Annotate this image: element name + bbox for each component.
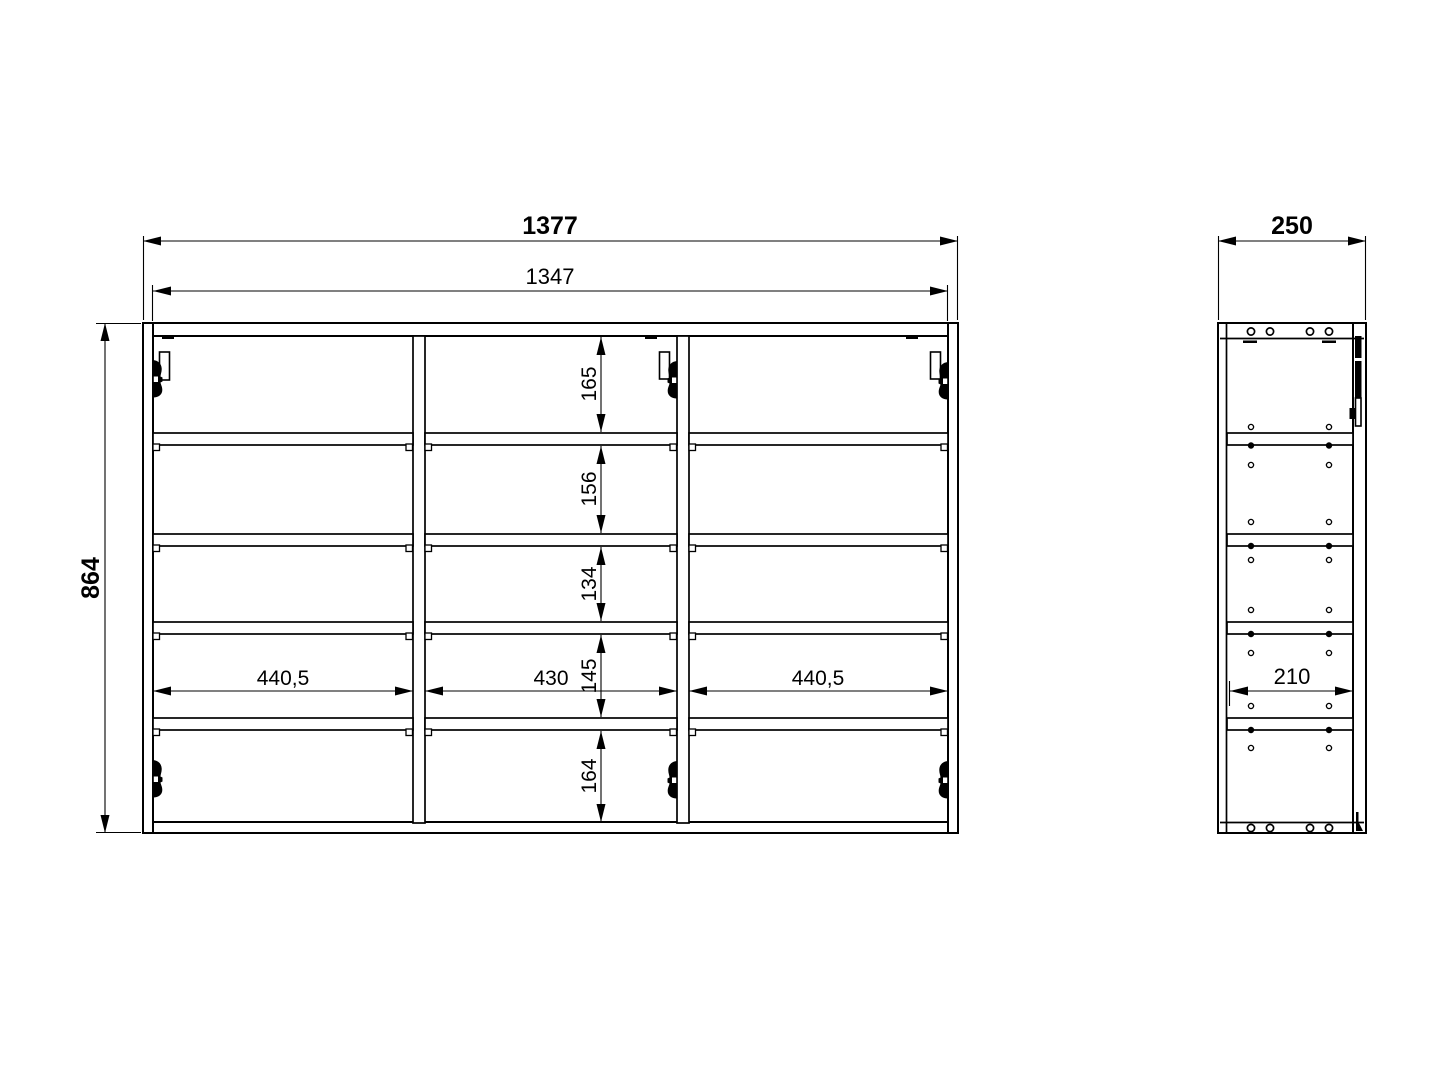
hole-icon	[1248, 745, 1253, 750]
shelf-pin	[670, 444, 677, 451]
front-divider-right	[677, 336, 689, 823]
hinge-arm-icon	[939, 761, 949, 799]
dim-inner-width	[153, 264, 949, 321]
hole-icon	[1326, 424, 1331, 429]
shelf-pin	[406, 729, 413, 736]
shelf-segment	[153, 622, 413, 634]
shelf-segment	[689, 718, 948, 730]
hole-icon	[1248, 462, 1253, 467]
shelf-segment	[689, 622, 948, 634]
hole-icon	[1248, 519, 1253, 524]
dim-text-overall-depth: 250	[1271, 212, 1313, 240]
dim-text-compartment-width: 430	[533, 667, 569, 690]
screw-hole-icon	[1325, 824, 1332, 831]
shelf-pin	[425, 729, 432, 736]
bolt-icon	[1326, 543, 1332, 549]
shelf-segment	[153, 534, 413, 546]
hinge-arm-icon	[668, 761, 678, 799]
dim-overall-depth	[1218, 212, 1366, 320]
screw-hole-icon	[1306, 328, 1313, 335]
screw-hole-icon	[1325, 328, 1332, 335]
shelf-segment	[425, 718, 677, 730]
front-left-side-panel	[143, 323, 153, 833]
hole-icon	[1326, 745, 1331, 750]
dim-text-row-height: 156	[578, 471, 601, 507]
hole-icon	[1248, 650, 1253, 655]
shelf-pin	[153, 444, 160, 451]
shelf-pin	[670, 545, 677, 552]
dim-text-inner-width: 1347	[525, 264, 575, 289]
shelf-pin	[670, 633, 677, 640]
shelf-pin	[670, 729, 677, 736]
shelf-segment	[425, 534, 677, 546]
shelf-segment	[153, 433, 413, 445]
front-hinges	[153, 352, 948, 799]
hole-icon	[1326, 519, 1331, 524]
dim-text-row-height: 145	[578, 658, 601, 694]
dim-text-compartment-width: 440,5	[791, 667, 845, 690]
hinge-arm-icon	[153, 360, 163, 398]
hole-icon	[1326, 650, 1331, 655]
hinge-arm-icon	[668, 361, 678, 399]
hinge-arm-icon	[153, 760, 163, 798]
shelf-pin	[153, 545, 160, 552]
shelf-pin	[689, 729, 696, 736]
bolt-icon	[1326, 631, 1332, 637]
hole-icon	[1248, 557, 1253, 562]
shelf-pin	[689, 545, 696, 552]
front-bottom-panel	[143, 822, 958, 833]
top-edge-dash	[1322, 341, 1336, 344]
top-edge-dash	[1243, 341, 1257, 344]
bolt-icon	[1248, 631, 1254, 637]
shelf-pin	[425, 444, 432, 451]
shelf-pin	[406, 545, 413, 552]
side-outline	[1218, 323, 1366, 833]
side-shelf-band	[1227, 433, 1353, 445]
dim-text-overall-width: 1377	[522, 212, 578, 240]
shelf-pin	[689, 633, 696, 640]
screw-hole-icon	[1266, 824, 1273, 831]
hinge-plate-icon	[931, 352, 941, 379]
hole-icon	[1248, 424, 1253, 429]
hole-icon	[1326, 703, 1331, 708]
side-shelf-band	[1227, 534, 1353, 546]
shelf-pin	[689, 444, 696, 451]
side-shelf-band	[1227, 622, 1353, 634]
hinge-arm-icon	[939, 362, 949, 400]
shelf-pin	[941, 444, 948, 451]
screw-hole-icon	[1266, 328, 1273, 335]
front-right-side-panel	[948, 323, 958, 833]
hole-icon	[1326, 462, 1331, 467]
hinge-strip-icon	[1355, 336, 1362, 398]
shelf-pin	[153, 729, 160, 736]
hole-icon	[1326, 557, 1331, 562]
shelf-pin	[941, 729, 948, 736]
top-edge-dash	[906, 337, 918, 340]
side-view	[1218, 212, 1366, 833]
front-divider-left	[413, 336, 425, 823]
hinge-strip-lower	[1356, 398, 1362, 426]
shelf-segment	[153, 718, 413, 730]
shelf-segment	[689, 433, 948, 445]
top-edge-dash	[645, 337, 657, 340]
shelf-pin	[153, 633, 160, 640]
dim-compartment-widths	[153, 667, 948, 691]
dim-row-heights	[578, 337, 601, 822]
bolt-icon	[1326, 727, 1332, 733]
dim-text-compartment-width: 440,5	[256, 667, 310, 690]
bolt-icon	[1248, 727, 1254, 733]
shelf-pin	[941, 633, 948, 640]
shelf-segment	[425, 622, 677, 634]
front-shelf-pins	[153, 444, 948, 736]
shelf-pin	[406, 444, 413, 451]
hinge-clip-icon	[1350, 408, 1356, 419]
side-shelf-band	[1227, 718, 1353, 730]
front-view	[77, 212, 958, 833]
shelf-pin	[406, 633, 413, 640]
screw-hole-icon	[1247, 328, 1254, 335]
hole-icon	[1326, 607, 1331, 612]
screw-hole-icon	[1306, 824, 1313, 831]
shelf-segment	[425, 433, 677, 445]
shelf-pin	[425, 545, 432, 552]
dim-overall-height	[77, 323, 141, 833]
dim-text-row-height: 164	[578, 758, 601, 794]
shelf-pin	[941, 545, 948, 552]
dim-text-inner-depth: 210	[1273, 664, 1311, 689]
front-top-panel	[143, 323, 958, 336]
bolt-icon	[1326, 442, 1332, 448]
hinge-plate-icon	[660, 352, 670, 379]
dim-text-row-height: 165	[578, 366, 601, 402]
hinge-strip-notch	[1355, 358, 1362, 361]
shelf-pin	[425, 633, 432, 640]
bolt-icon	[1248, 442, 1254, 448]
bolt-icon	[1248, 543, 1254, 549]
hole-icon	[1248, 607, 1253, 612]
hole-icon	[1248, 703, 1253, 708]
dim-text-overall-height: 864	[77, 557, 105, 599]
top-edge-dash	[162, 337, 174, 340]
shelf-segment	[689, 534, 948, 546]
screw-hole-icon	[1247, 824, 1254, 831]
dim-text-row-height: 134	[578, 566, 601, 602]
